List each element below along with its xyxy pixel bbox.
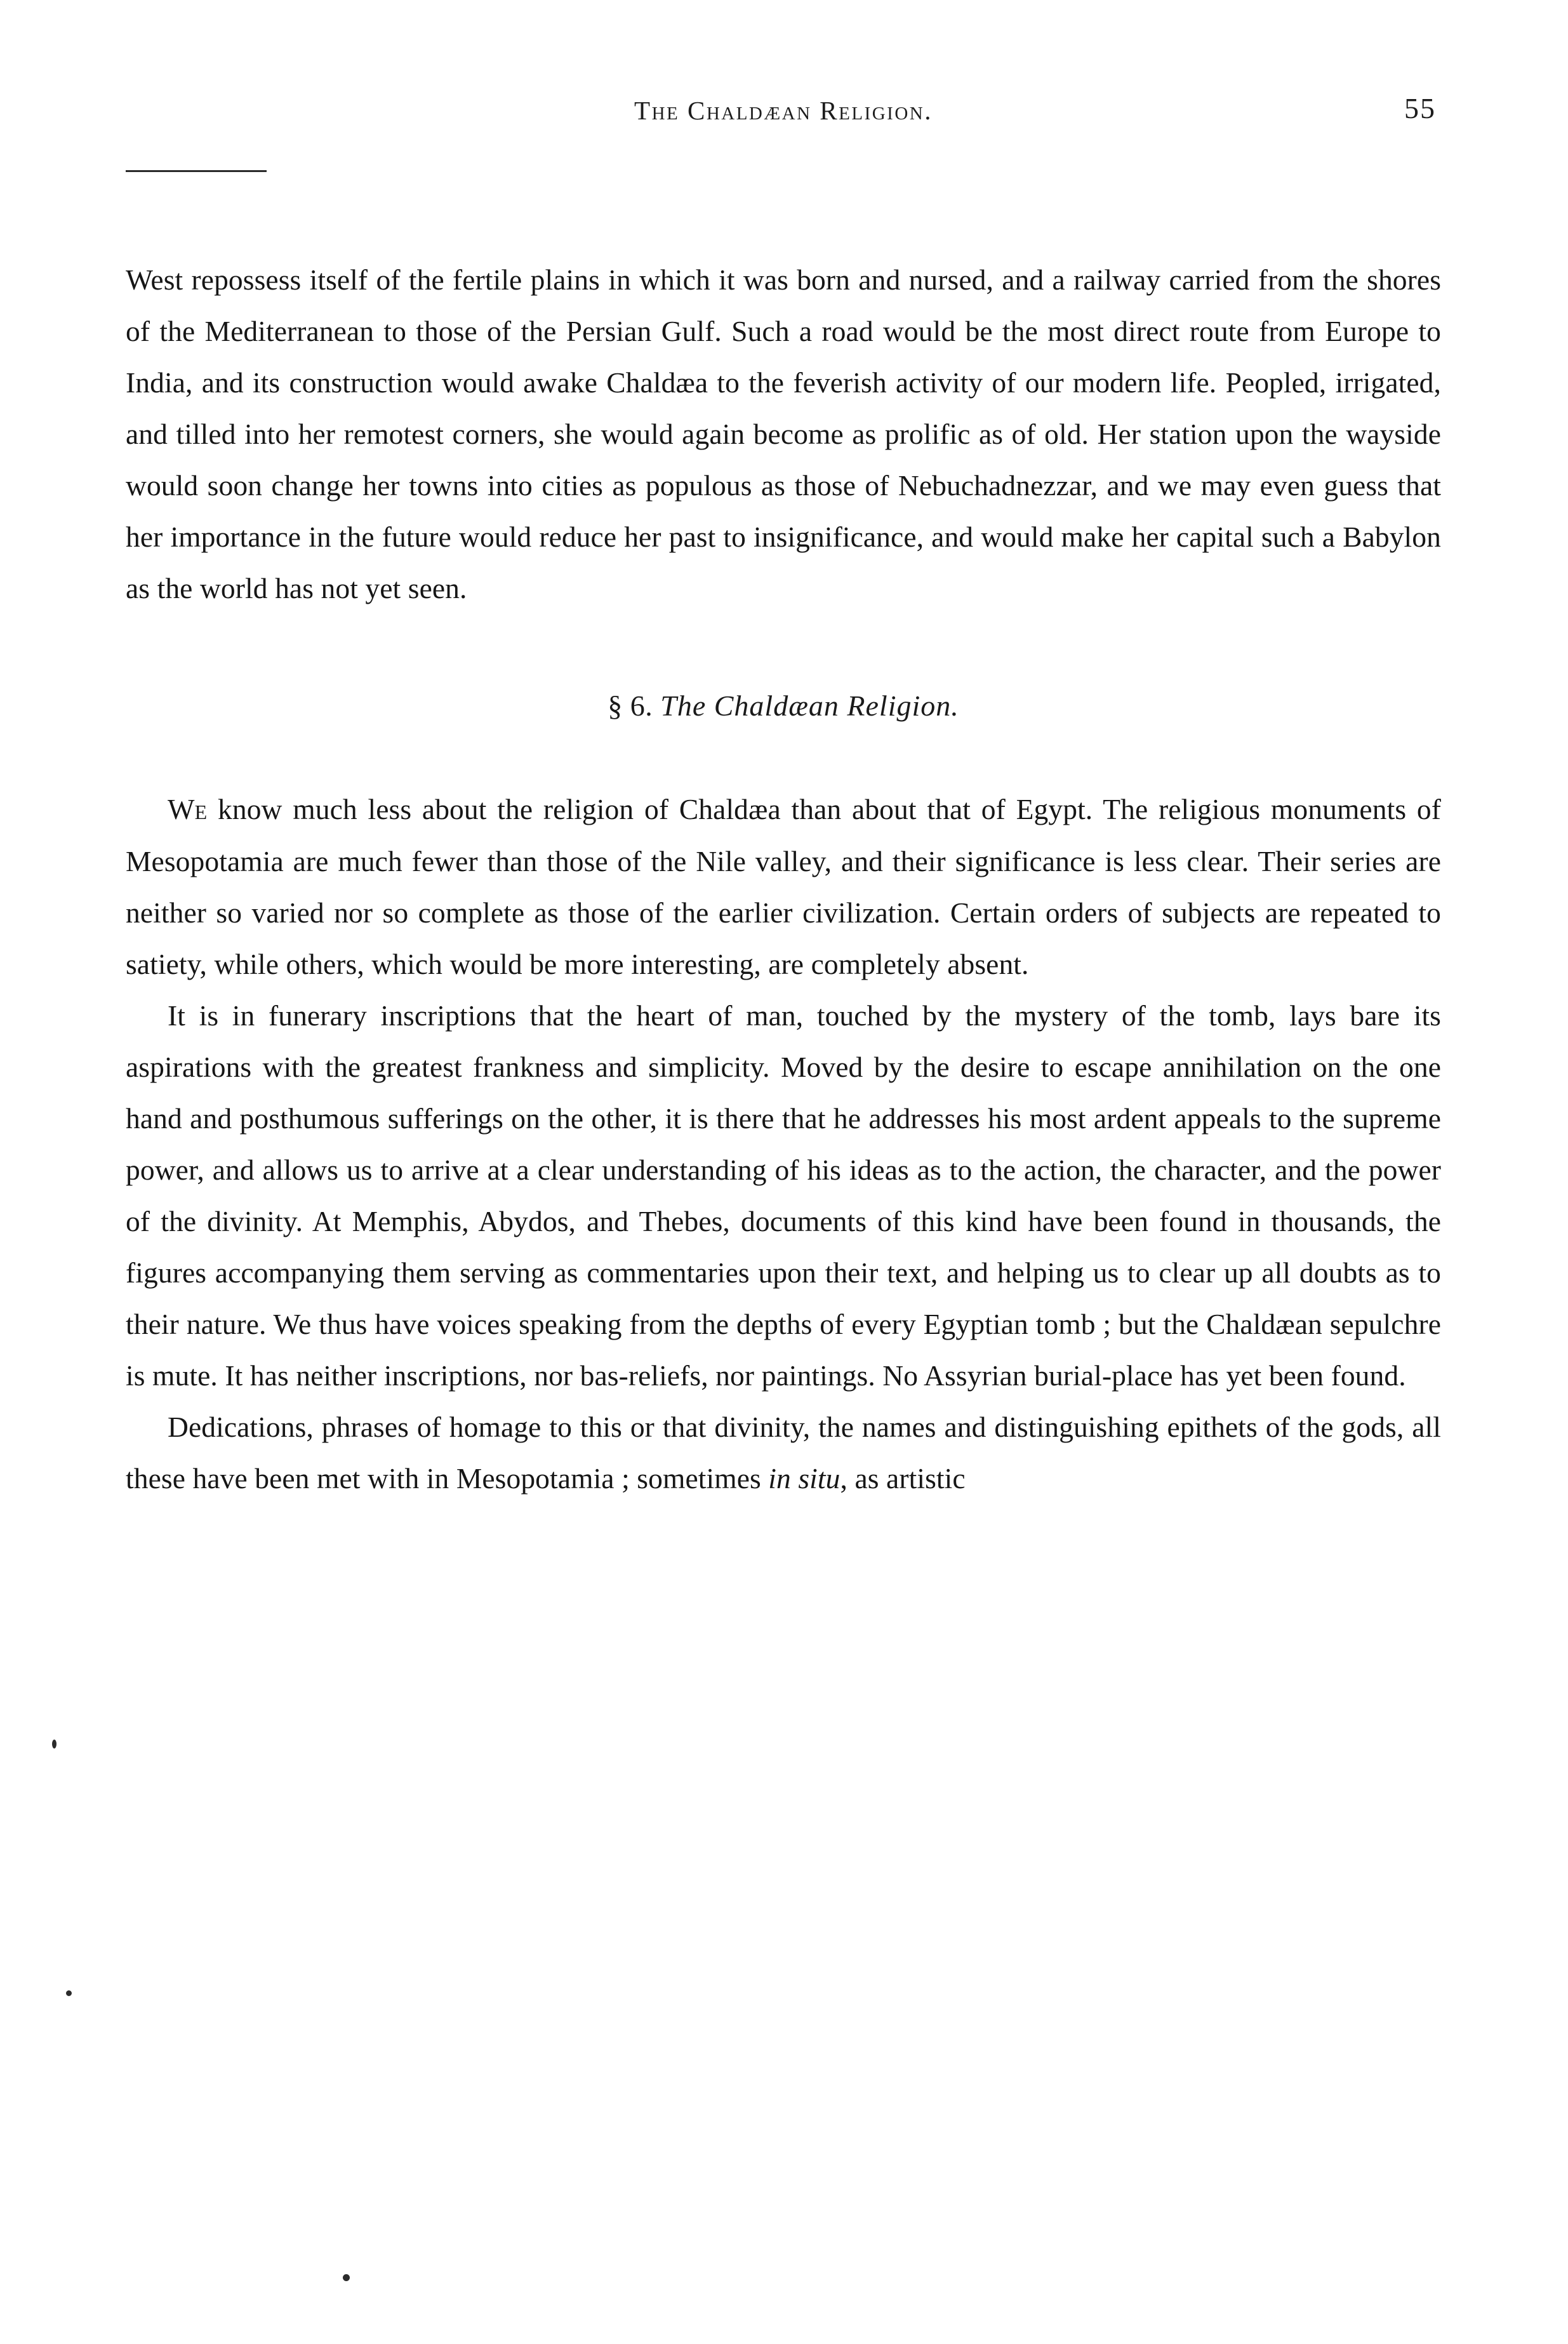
paragraph-continuation: West repossess itself of the fertile plains in which it was born and nursed, and a railway carried from the shores of the Mediterranean to those of the Persian Gulf. Such a road would be the most direct route from Europe to India, and its construction would awake Chaldæa to the feverish activity of our modern life. Peopled, irrigated, and tilled into her remotest corners, she would again become as prolific as of old. Her station upon the wayside would soon change her towns into cities as populous as those of Nebuchadnezzar, and we may even guess that her importance in the future would reduce her past to insignificance, and would make her capital such a Babylon as the world has not yet seen. xyxy=(126,263,1441,604)
section-title: The Chaldæan Religion. xyxy=(660,689,959,722)
page-content xyxy=(126,92,1441,1504)
section-symbol: § xyxy=(608,689,623,722)
paragraph-four-text-a: Dedications, phrases of homage to this or that divinity, the names and distinguishing epithets of the gods, all these have been met with in Mesopotamia ; sometimes xyxy=(126,1411,1441,1495)
paragraph-two-lead: We xyxy=(168,794,208,825)
section-heading xyxy=(126,689,1441,723)
scan-speck xyxy=(343,2274,350,2281)
running-head-title: The Chaldæan Religion. xyxy=(634,96,933,125)
body-text xyxy=(126,254,1441,1504)
paragraph-two xyxy=(126,783,1441,990)
scan-speck xyxy=(52,1740,56,1748)
scan-speck xyxy=(66,1990,72,1996)
page-number: 55 xyxy=(1404,92,1436,124)
paragraph-four-text-b: , as artistic xyxy=(840,1462,966,1495)
paragraph-two-text: know much less about the religion of Chaldæa than about that of Egypt. The religious monuments of Mesopotamia are much fewer than those of the Nile valley, and their significance is less clear. Their series are neither so varied nor so complete as those of the earlier civilization. Certain orders of subjects are repeated to satiety, while others, which would be more interesting, are completely absent. xyxy=(126,793,1441,980)
paragraph-three: It is in funerary inscriptions that the heart of man, touched by the mystery of the tomb, lays bare its aspirations with the greatest frankness and simplicity. Moved by the desire to escape annihilation on the one hand and posthumous sufferings on the other, it is there that he addresses his most ardent appeals to the supreme power, and allows us to arrive at a clear understanding of his ideas as to the action, the character, and the power of the divinity. At Memphis, Abydos, and Thebes, documents of this kind have been found in thousands, the figures accompanying them serving as commentaries upon their text, and helping us to clear up all doubts as to their nature. We thus have voices speaking from the depths of every Egyptian tomb ; but the Chaldæan sepulchre is mute. It has neither inscriptions, nor bas-reliefs, nor paintings. No Assyrian burial-place has yet been found. xyxy=(126,999,1441,1392)
running-head xyxy=(126,92,1441,152)
paragraph-four xyxy=(126,1401,1441,1504)
paragraph-four-italic: in situ xyxy=(768,1462,840,1495)
header-rule xyxy=(126,170,267,172)
section-number: 6. xyxy=(630,689,653,722)
